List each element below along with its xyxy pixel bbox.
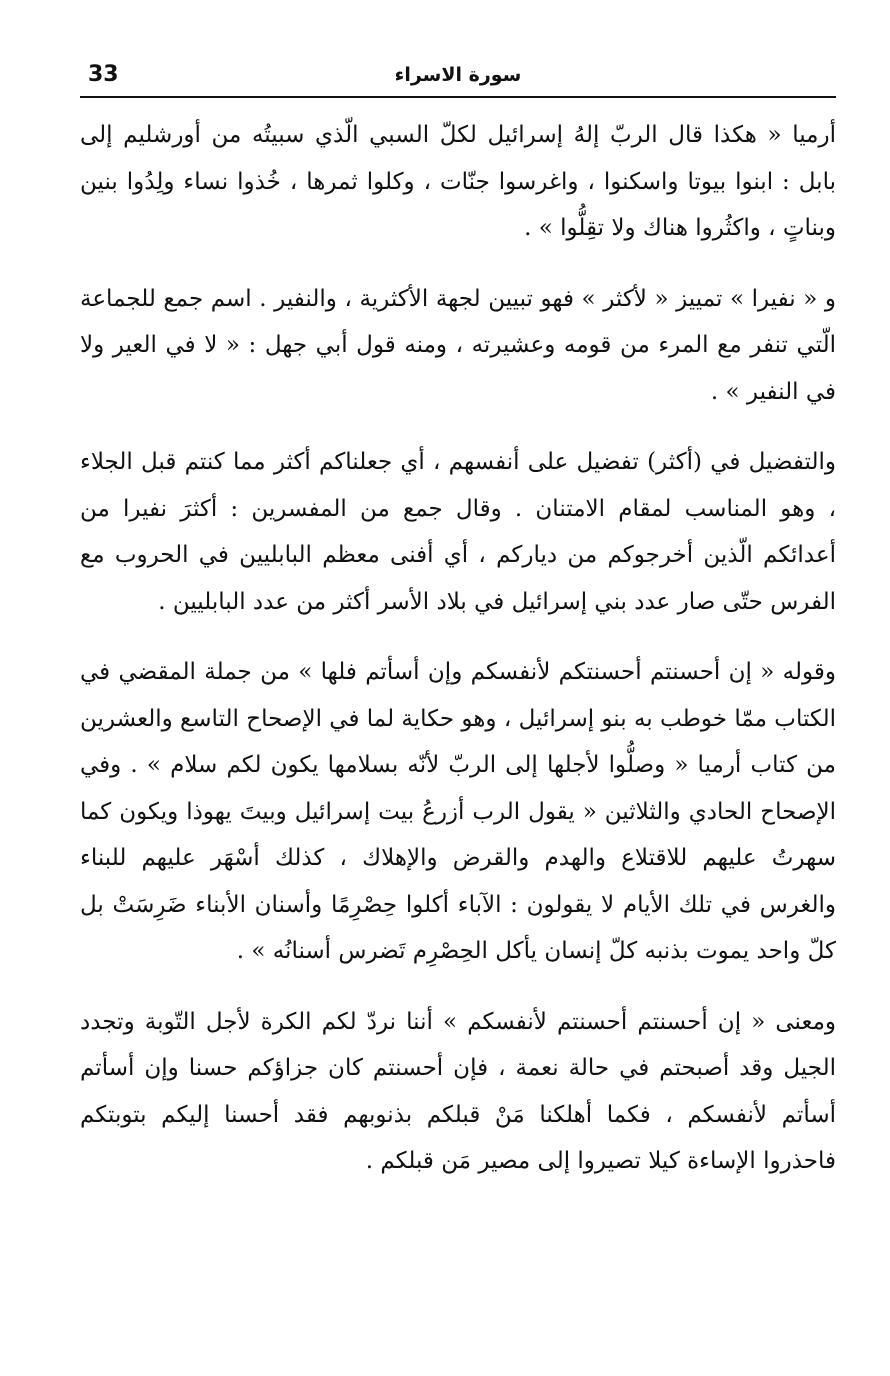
body-text bbox=[80, 112, 836, 1185]
paragraph-1: أرميا « هكذا قال الربّ إلهُ إسرائيل لكلّ السبي الّذي سبيتُه من أورشليم إلى بابل : ابنوا بيوتا واسكنوا ، واغرسوا جنّات ، وكلوا ثمرها ، خُذوا نساء ولِدُوا بنين وبناتٍ ، واكثُروا هناك ولا تقِلُّوا » . bbox=[80, 122, 836, 241]
paragraph-2: و « نفيرا » تمييز « لأكثر » فهو تبيين لجهة الأكثرية ، والنفير . اسم جمع للجماعة الّتي تنفر مع المرء من قومه وعشيرته ، ومنه قول أبي جهل : « لا في العير ولا في النفير » . bbox=[80, 285, 836, 405]
paragraph-4: وقوله « إن أحسنتم أحسنتكم لأنفسكم وإن أسأتم فلها » من جملة المقضي في الكتاب ممّا خوطب به بنو إسرائيل ، وهو حكاية لما في الإصحاح التاسع والعشرين من كتاب أرميا « وصلُّوا لأجلها إلى الربّ لأنّه بسلامها يكون لكم سلام » . وفي الإصحاح الحادي والثلاثين « يقول الرب أزرعُ بيت إسرائيل وبيتَ يهوذا ويكون كما سهرتُ عليهم للاقتلاع والهدم والقرض والإهلاك ، كذلك أسْهَر عليهم للبناء والغرس في تلك الأيام لا يقولون : الآباء أكلوا حِصْرِمًا وأسنان الأبناء ضَرِسَتْ بل كلّ واحد يموت بذنبه كلّ إنسان يأكل الحِصْرِم تَضرس أسنانُه » . bbox=[80, 659, 836, 964]
paragraph-5: ومعنى « إن أحسنتم أحسنتم لأنفسكم » أننا نردّ لكم الكرة لأجل التّوبة وتجدد الجيل وقد أصبحتم في حالة نعمة ، فإن أحسنتم كان جزاؤكم حسنا وإن أسأتم أسأتم لأنفسكم ، فكما أهلكنا مَنْ قبلكم بذنوبهم فقد أحسنا إليكم بتوبتكم فاحذروا الإساءة كيلا تصيروا إلى مصير مَن قبلكم . bbox=[80, 1008, 836, 1174]
page-header bbox=[80, 58, 836, 98]
running-title: سورة الاسراء bbox=[394, 64, 522, 86]
paragraph-3: والتفضيل في (أكثر) تفضيل على أنفسهم ، أي جعلناكم أكثر مما كنتم قبل الجلاء ، وهو المناسب لمقام الامتنان . وقال جمع من المفسرين : أكثرَ نفيرا من أعدائكم الّذين أخرجوكم من دياركم ، أي أفنى معظم البابليين في الحروب مع الفرس حتّى صار عدد بني إسرائيل في بلاد الأسر أكثر من عدد البابليين . bbox=[80, 449, 836, 615]
page-number: 33 bbox=[88, 62, 119, 87]
